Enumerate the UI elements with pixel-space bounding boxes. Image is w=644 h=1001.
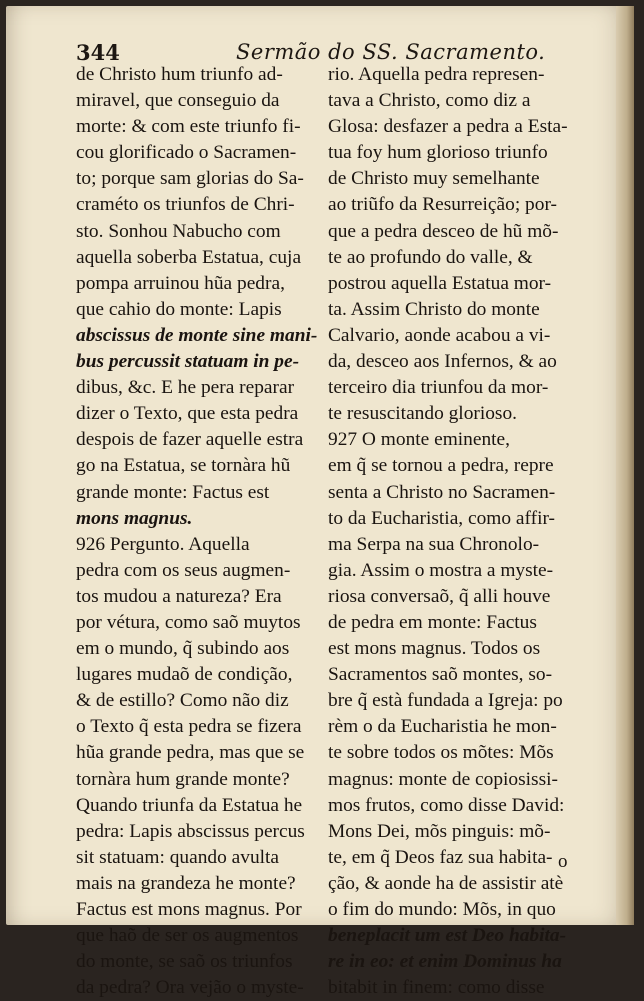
left-column <box>76 62 322 1001</box>
text-line: te resuscitando glorioso. <box>328 403 518 425</box>
text-line: Mons Dei, mõs pinguis: mõ- <box>328 820 551 842</box>
text-line: beneplacit um est Deo habita- <box>328 925 567 947</box>
text-line: em o mundo, q̃ subindo aos <box>76 638 290 660</box>
text-line: ma Serpa na sua Chronolo- <box>328 533 540 555</box>
text-line: Quando triunfa da Estatua he <box>76 794 303 816</box>
text-line: morte: & com este triunfo fi- <box>76 116 301 138</box>
text-line: aquella soberba Estatua, cuja <box>76 246 302 268</box>
text-line: ao triũfo da Resurreição; por- <box>328 194 557 216</box>
text-line: mais na grandeza he monte? <box>76 872 296 894</box>
text-line: te sobre todos os mõtes: Mõs <box>328 742 554 764</box>
text-line: riosa conversaõ, q̃ alli houve <box>328 585 551 607</box>
text-line: pedra com os seus augmen- <box>76 559 291 581</box>
text-line: te ao profundo do valle, & <box>328 246 533 268</box>
text-line: re in eo: et enim Dominus ha <box>328 951 562 973</box>
page-number: 344 <box>76 40 120 65</box>
text-line: Calvario, aonde acabou a vi- <box>328 324 551 346</box>
text-line: miravel, que conseguio da <box>76 90 280 112</box>
text-line: Factus est mons magnus. Por <box>76 899 302 920</box>
text-line: gia. Assim o mostra a myste- <box>328 559 554 581</box>
page-edge <box>616 6 634 925</box>
text-line: da, desceo aos Infernos, & ao <box>328 351 557 373</box>
text-line: mons magnus. <box>76 507 193 529</box>
text-line: grande monte: Factus est <box>76 481 270 503</box>
catchword: o <box>558 851 568 872</box>
text-line: tos mudou a natureza? Era <box>76 585 282 607</box>
book-page <box>6 6 634 999</box>
text-line: tua foy hum glorioso triunfo <box>328 142 548 164</box>
text-line: Glosa: desfazer a pedra a Esta- <box>328 116 568 138</box>
text-line: sit statuam: quando avulta <box>76 846 280 868</box>
text-line: ta. Assim Christo do monte <box>328 298 540 320</box>
text-line: sto. Sonhou Nabucho com <box>76 220 281 242</box>
text-line: & de estillo? Como não diz <box>76 690 289 712</box>
text-line: to da Eucharistia, como affir- <box>328 507 556 529</box>
text-line: o Texto q̃ esta pedra se fizera <box>76 716 302 738</box>
text-line: bus percussit statuam in pe- <box>76 351 300 373</box>
text-line: pedra: Lapis abscissus percus <box>76 820 305 842</box>
text-line: craméto os triunfos de Chri- <box>76 194 295 216</box>
text-line: lugares mudaõ de condição, <box>76 664 293 686</box>
text-line: o fim do mundo: Mõs, in quo <box>328 899 556 920</box>
text-line: de Christo hum triunfo ad- <box>76 64 283 85</box>
text-line: de pedra em monte: Factus <box>328 611 537 633</box>
right-column <box>328 62 578 1001</box>
text-line: do monte, se saõ os triunfos <box>76 951 293 973</box>
text-line: te, em q̃ Deos faz sua habita- <box>328 846 553 868</box>
text-line: go na Estatua, se tornàra hũ <box>76 455 291 477</box>
text-line: postrou aquella Estatua mor- <box>328 272 552 294</box>
text-line: terceiro dia triunfou da mor- <box>328 377 549 399</box>
text-line: 927 O monte eminente, <box>328 429 511 451</box>
text-line: da pedra? Ora vejão o myste- <box>76 977 304 999</box>
text-line: ção, & aonde ha de assistir atè <box>328 872 564 894</box>
text-line: magnus: monte de copiosissi- <box>328 768 558 790</box>
text-line: dibus, &c. E he pera reparar <box>76 377 295 399</box>
text-line: por vétura, como saõ muytos <box>76 611 301 633</box>
text-line: tornàra hum grande monte? <box>76 768 290 790</box>
text-line: rèm o da Eucharistia he mon- <box>328 716 557 738</box>
text-line: rio. Aquella pedra represen- <box>328 64 545 85</box>
text-line: despois de fazer aquelle estra <box>76 429 304 451</box>
text-line: pompa arruinou hũa pedra, <box>76 272 285 294</box>
text-line: mos frutos, como disse David: <box>328 794 565 816</box>
text-line: tava a Christo, como diz a <box>328 90 531 112</box>
running-title: Sermão do SS. Sacramento. <box>236 40 546 64</box>
text-line: que haõ de ser os augmentos <box>76 925 299 947</box>
text-line: senta a Christo no Sacramen- <box>328 481 556 503</box>
text-line: Sacramentos saõ montes, so- <box>328 664 553 686</box>
text-line: que a pedra desceo de hũ mõ- <box>328 220 559 242</box>
text-line: que cahio do monte: Lapis <box>76 298 282 320</box>
text-line: 926 Pergunto. Aquella <box>76 533 250 555</box>
text-line: abscissus de monte sine mani- <box>76 324 318 346</box>
text-line: de Christo muy semelhante <box>328 168 540 190</box>
text-line: bitabit in finem: como disse <box>328 977 545 999</box>
text-line: em q̃ se tornou a pedra, repre <box>328 455 554 477</box>
text-line: hũa grande pedra, mas que se <box>76 742 305 764</box>
text-line: dizer o Texto, que esta pedra <box>76 403 299 425</box>
text-line: est mons magnus. Todos os <box>328 638 541 660</box>
text-line: to; porque sam glorias do Sa- <box>76 168 304 190</box>
text-line: cou glorificado o Sacramen- <box>76 142 297 164</box>
text-line: bre q̃ està fundada a Igreja: po <box>328 690 563 712</box>
